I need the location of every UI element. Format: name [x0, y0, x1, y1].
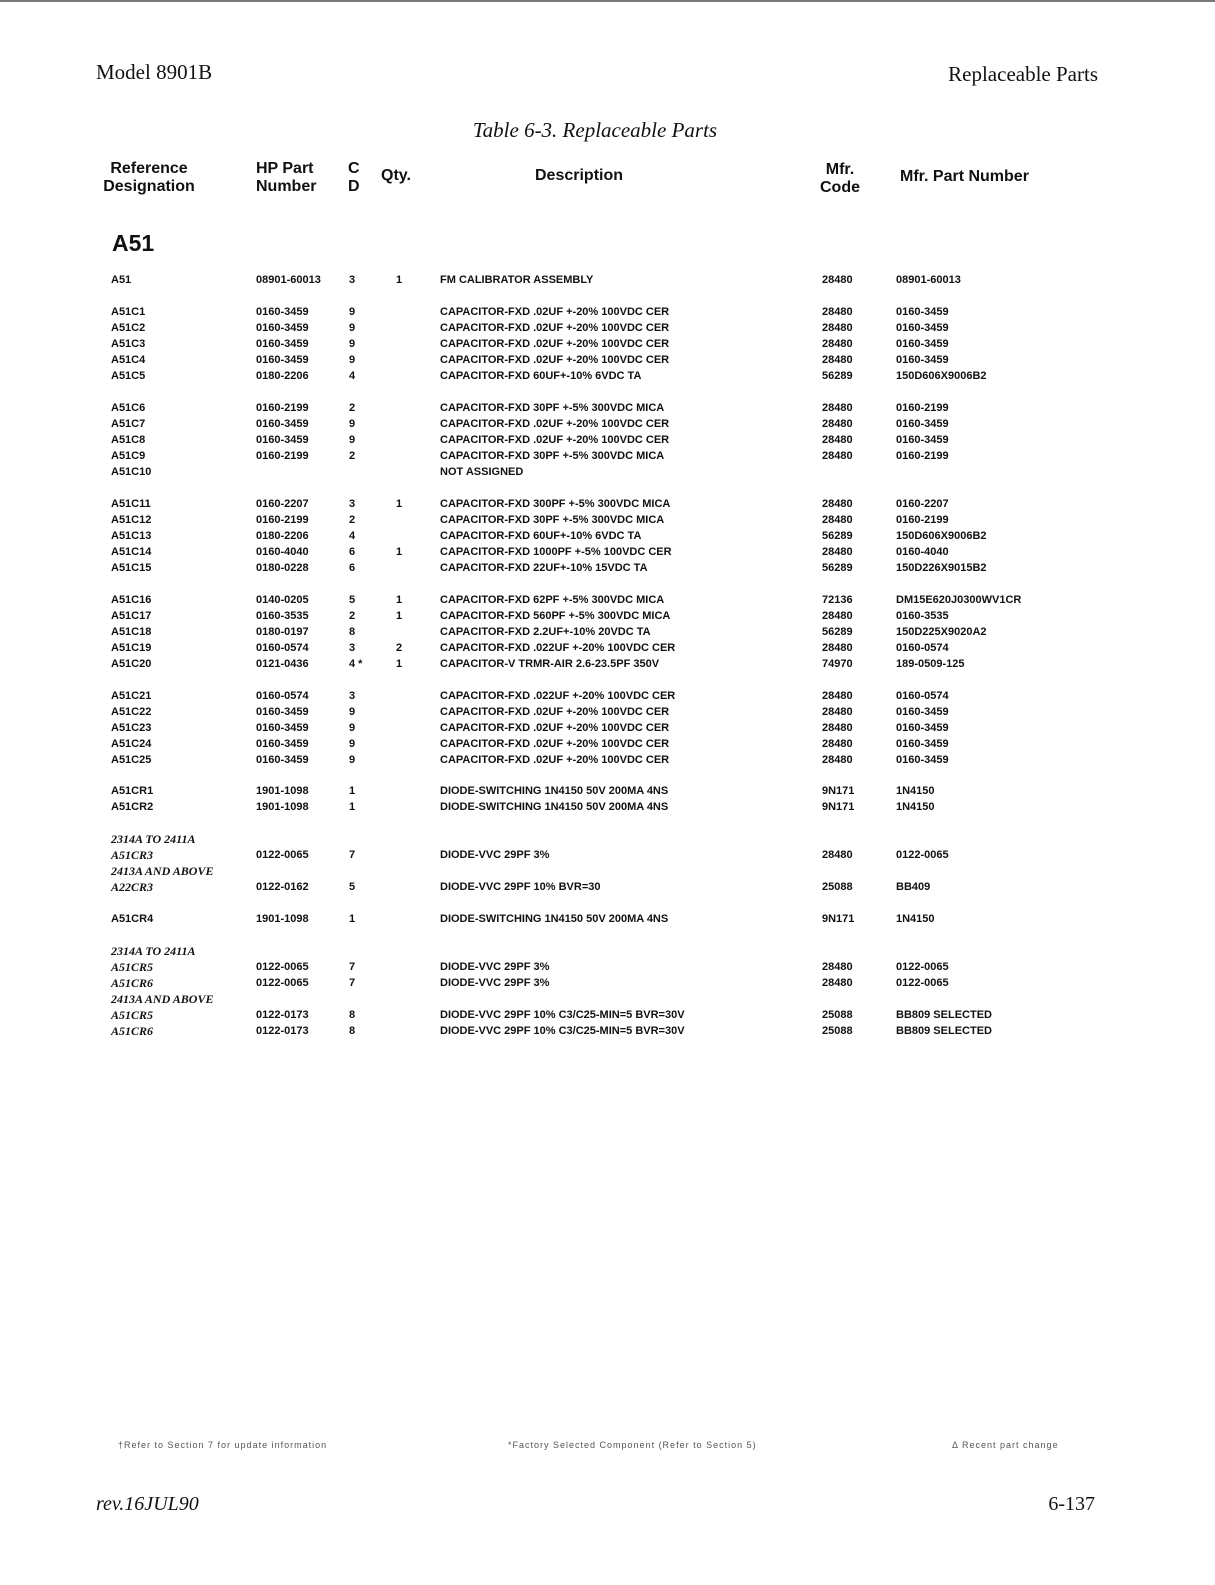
cell-mfr: 72136 — [822, 594, 853, 606]
cell-hp: 0180-0197 — [256, 626, 309, 638]
cell-hp: 0160-3459 — [256, 338, 309, 350]
cell-hp: 0160-3459 — [256, 738, 309, 750]
cell-mfr: 28480 — [822, 306, 853, 318]
cell-cd: 6 — [349, 546, 356, 558]
cell-hp: 0160-2199 — [256, 402, 309, 414]
cell-desc: CAPACITOR-FXD .022UF +-20% 100VDC CER — [440, 642, 676, 654]
table-row — [0, 720, 1215, 736]
table-row — [0, 336, 1215, 352]
cell-ref: A51C18 — [111, 626, 152, 638]
cell-cd: 3 — [349, 642, 356, 654]
cell-ref: A51C19 — [111, 642, 152, 654]
cell-cd: 9 — [349, 706, 356, 718]
cell-qty: 1 — [396, 546, 403, 558]
cell-ref: A51C8 — [111, 434, 146, 446]
cell-mpn: 0160-3459 — [896, 338, 949, 350]
cell-hp: 0160-0574 — [256, 642, 309, 654]
cell-mfr: 28480 — [822, 450, 853, 462]
cell-cd: 9 — [349, 722, 356, 734]
cell-desc: CAPACITOR-FXD 1000PF +-5% 100VDC CER — [440, 546, 672, 558]
cell-cd: 3 — [349, 690, 356, 702]
col-ref-line1: Reference — [110, 160, 188, 177]
cell-hp: 0160-3459 — [256, 306, 309, 318]
cell-hp: 0160-2199 — [256, 514, 309, 526]
cell-desc: CAPACITOR-FXD .02UF +-20% 100VDC CER — [440, 322, 670, 334]
cell-ref: A51C23 — [111, 722, 152, 734]
cell-ref: 2314A TO 2411A — [111, 832, 196, 846]
cell-cd: 5 — [349, 881, 356, 893]
cell-desc: NOT ASSIGNED — [440, 466, 524, 478]
cell-qty: 1 — [396, 610, 403, 622]
table-row — [0, 464, 1215, 480]
cell-mfr: 28480 — [822, 642, 853, 654]
table-row — [0, 704, 1215, 720]
cell-cd: 4 * — [349, 658, 363, 670]
cell-cd: 7 — [349, 977, 356, 989]
cell-cd: 9 — [349, 306, 356, 318]
cell-ref: A51C21 — [111, 690, 152, 702]
table-row — [0, 416, 1215, 432]
cell-mfr: 25088 — [822, 1009, 853, 1021]
serial-range-row — [0, 991, 1215, 1007]
top-rule — [0, 0, 1215, 2]
col-mfr-code — [820, 161, 860, 197]
cell-mfr: 28480 — [822, 418, 853, 430]
cell-cd: 9 — [349, 338, 356, 350]
table-row — [0, 624, 1215, 640]
table-row — [0, 752, 1215, 768]
cell-cd: 1 — [349, 913, 356, 925]
cell-hp: 0160-0574 — [256, 690, 309, 702]
table-row — [0, 272, 1215, 288]
cell-mpn: DM15E620J0300WV1CR — [896, 594, 1022, 606]
table-row — [0, 975, 1215, 991]
cell-mfr: 28480 — [822, 738, 853, 750]
cell-desc: DIODE-SWITCHING 1N4150 50V 200MA 4NS — [440, 913, 669, 925]
cell-mfr: 28480 — [822, 434, 853, 446]
cell-cd: 7 — [349, 961, 356, 973]
cell-cd: 9 — [349, 738, 356, 750]
cell-mfr: 28480 — [822, 514, 853, 526]
table-title: Table 6-3. Replaceable Parts — [472, 118, 718, 142]
cell-qty: 1 — [396, 274, 403, 286]
cell-mpn: 150D606X9006B2 — [896, 370, 987, 382]
serial-range-row — [0, 831, 1215, 847]
cell-ref: A51CR1 — [111, 785, 154, 797]
table-row — [0, 432, 1215, 448]
cell-desc: DIODE-VVC 29PF 10% BVR=30 — [440, 881, 601, 893]
cell-mpn: 0160-3459 — [896, 306, 949, 318]
cell-cd: 2 — [349, 610, 356, 622]
cell-desc: CAPACITOR-FXD 30PF +-5% 300VDC MICA — [440, 402, 665, 414]
cell-ref: A51C13 — [111, 530, 152, 542]
cell-mpn: 0160-2207 — [896, 498, 949, 510]
cell-mpn: 150D226X9015B2 — [896, 562, 987, 574]
cell-mfr: 28480 — [822, 706, 853, 718]
cell-mpn: 1N4150 — [896, 801, 935, 813]
table-row — [0, 783, 1215, 799]
cell-hp: 0122-0162 — [256, 881, 309, 893]
cell-mfr: 28480 — [822, 722, 853, 734]
cell-ref: A51C16 — [111, 594, 152, 606]
table-row — [0, 368, 1215, 384]
cell-ref: 2413A AND ABOVE — [111, 864, 214, 878]
cell-hp: 0160-3459 — [256, 322, 309, 334]
cell-mfr: 28480 — [822, 849, 853, 861]
cell-mfr: 28480 — [822, 322, 853, 334]
col-hp-line2: Number — [256, 178, 317, 195]
cell-hp: 0122-0173 — [256, 1009, 309, 1021]
cell-mfr: 28480 — [822, 402, 853, 414]
cell-hp: 0140-0205 — [256, 594, 309, 606]
table-row — [0, 879, 1215, 895]
table-row — [0, 911, 1215, 927]
table-row — [0, 959, 1215, 975]
cell-desc: DIODE-VVC 29PF 10% C3/C25-MIN=5 BVR=30V — [440, 1025, 685, 1037]
cell-cd: 4 — [349, 370, 356, 382]
cell-ref: A51C2 — [111, 322, 146, 334]
cell-desc: CAPACITOR-FXD .02UF +-20% 100VDC CER — [440, 722, 670, 734]
cell-mfr: 56289 — [822, 562, 853, 574]
cell-mfr: 9N171 — [822, 785, 855, 797]
cell-hp: 0122-0173 — [256, 1025, 309, 1037]
revision-label: rev.16JUL90 — [96, 1493, 199, 1515]
cell-mpn: 0160-3459 — [896, 722, 949, 734]
cell-desc: DIODE-VVC 29PF 3% — [440, 977, 550, 989]
cell-mfr: 28480 — [822, 546, 853, 558]
table-row — [0, 320, 1215, 336]
cell-hp: 0160-3535 — [256, 610, 309, 622]
col-reference-designation — [102, 160, 196, 196]
table-row — [0, 400, 1215, 416]
cell-desc: DIODE-SWITCHING 1N4150 50V 200MA 4NS — [440, 785, 669, 797]
cell-qty: 1 — [396, 498, 403, 510]
table-row — [0, 544, 1215, 560]
cell-mpn: 150D225X9020A2 — [896, 626, 987, 638]
cell-hp: 0180-2206 — [256, 530, 309, 542]
cell-ref: A51CR4 — [111, 913, 154, 925]
cell-hp: 0160-3459 — [256, 354, 309, 366]
cell-ref: A51C11 — [111, 498, 151, 510]
cell-ref: A51C7 — [111, 418, 146, 430]
cell-desc: CAPACITOR-FXD 300PF +-5% 300VDC MICA — [440, 498, 671, 510]
cell-mpn: 0122-0065 — [896, 977, 949, 989]
cell-cd: 7 — [349, 849, 356, 861]
cell-desc: DIODE-SWITCHING 1N4150 50V 200MA 4NS — [440, 801, 669, 813]
cell-ref: A51C15 — [111, 562, 152, 574]
cell-desc: CAPACITOR-FXD .02UF +-20% 100VDC CER — [440, 754, 670, 766]
section-header: Replaceable Parts — [948, 62, 1098, 86]
cell-mpn: 189-0509-125 — [896, 658, 965, 670]
table-row — [0, 560, 1215, 576]
cell-desc: CAPACITOR-FXD 560PF +-5% 300VDC MICA — [440, 610, 671, 622]
cell-mfr: 25088 — [822, 1025, 853, 1037]
cell-desc: CAPACITOR-FXD 22UF+-10% 15VDC TA — [440, 562, 648, 574]
cell-hp: 08901-60013 — [256, 274, 321, 286]
cell-ref: A51CR5 — [111, 960, 154, 974]
cell-ref: A51C14 — [111, 546, 152, 558]
cell-hp: 1901-1098 — [256, 913, 309, 925]
cell-qty: 1 — [396, 658, 403, 670]
cell-desc: CAPACITOR-FXD .02UF +-20% 100VDC CER — [440, 434, 670, 446]
cell-ref: A51C25 — [111, 754, 152, 766]
table-row — [0, 640, 1215, 656]
cell-mfr: 56289 — [822, 530, 853, 542]
section-label: A51 — [112, 230, 155, 256]
cell-mpn: 150D606X9006B2 — [896, 530, 987, 542]
cell-ref: A51 — [111, 274, 132, 286]
cell-desc: FM CALIBRATOR ASSEMBLY — [440, 274, 594, 286]
cell-ref: A51C22 — [111, 706, 152, 718]
table-row — [0, 304, 1215, 320]
table-row — [0, 592, 1215, 608]
cell-mpn: 0160-0574 — [896, 690, 949, 702]
cell-ref: A51CR2 — [111, 801, 154, 813]
cell-desc: CAPACITOR-FXD 30PF +-5% 300VDC MICA — [440, 450, 665, 462]
serial-range-row — [0, 943, 1215, 959]
model-header: Model 8901B — [96, 60, 213, 84]
cell-ref: A51C5 — [111, 370, 146, 382]
col-ref-line2: Designation — [103, 178, 195, 195]
cell-cd: 9 — [349, 322, 356, 334]
cell-mpn: 0160-4040 — [896, 546, 949, 558]
cell-ref: 2413A AND ABOVE — [111, 992, 214, 1006]
cell-ref: A51C1 — [111, 306, 146, 318]
cell-desc: CAPACITOR-FXD .02UF +-20% 100VDC CER — [440, 354, 670, 366]
cell-cd: 2 — [349, 450, 356, 462]
col-mfr-line1: Mfr. — [825, 161, 855, 178]
cell-mpn: 1N4150 — [896, 785, 935, 797]
cell-desc: CAPACITOR-FXD 30PF +-5% 300VDC MICA — [440, 514, 665, 526]
cell-mpn: 0160-3459 — [896, 354, 949, 366]
col-qty: Qty. — [381, 167, 411, 184]
cell-hp: 0160-4040 — [256, 546, 309, 558]
cell-mpn: 0160-3459 — [896, 322, 949, 334]
table-row — [0, 799, 1215, 815]
table-row — [0, 512, 1215, 528]
cell-cd: 8 — [349, 1009, 356, 1021]
cell-cd: 5 — [349, 594, 356, 606]
cell-cd: 1 — [349, 785, 356, 797]
cell-cd: 8 — [349, 1025, 356, 1037]
serial-range-row — [0, 863, 1215, 879]
cell-ref: A51C9 — [111, 450, 146, 462]
cell-mpn: 08901-60013 — [896, 274, 961, 286]
cell-hp: 1901-1098 — [256, 801, 309, 813]
cell-hp: 0160-3459 — [256, 434, 309, 446]
cell-cd: 2 — [349, 402, 356, 414]
cell-hp: 0180-0228 — [256, 562, 309, 574]
cell-mfr: 28480 — [822, 274, 853, 286]
cell-cd: 9 — [349, 418, 356, 430]
cell-desc: CAPACITOR-FXD .02UF +-20% 100VDC CER — [440, 306, 670, 318]
cell-mpn: 0160-3459 — [896, 738, 949, 750]
cell-ref: A51CR5 — [111, 1008, 154, 1022]
cell-desc: DIODE-VVC 29PF 3% — [440, 849, 550, 861]
cell-cd: 8 — [349, 626, 356, 638]
cell-ref: A22CR3 — [111, 880, 154, 894]
cell-mpn: BB409 — [896, 881, 931, 893]
cell-mfr: 28480 — [822, 610, 853, 622]
footnote-part-change: Δ Recent part change — [952, 1440, 1059, 1450]
cell-hp: 0122-0065 — [256, 849, 309, 861]
cell-hp: 0122-0065 — [256, 961, 309, 973]
cell-mfr: 28480 — [822, 498, 853, 510]
cell-mpn: 0160-3535 — [896, 610, 949, 622]
table-row — [0, 1023, 1215, 1039]
cell-ref: A51C4 — [111, 354, 146, 366]
cell-cd: 9 — [349, 354, 356, 366]
cell-mpn: 0160-3459 — [896, 754, 949, 766]
table-row — [0, 352, 1215, 368]
cell-desc: CAPACITOR-FXD .02UF +-20% 100VDC CER — [440, 418, 670, 430]
cell-desc: CAPACITOR-V TRMR-AIR 2.6-23.5PF 350V — [440, 658, 660, 670]
cell-cd: 3 — [349, 498, 356, 510]
col-description: Description — [535, 167, 624, 184]
table-row — [0, 847, 1215, 863]
cell-mfr: 9N171 — [822, 913, 855, 925]
cell-mpn: 0160-2199 — [896, 514, 949, 526]
col-hp-line1: HP Part — [256, 160, 314, 177]
cell-desc: CAPACITOR-FXD 60UF+-10% 6VDC TA — [440, 530, 642, 542]
table-row — [0, 528, 1215, 544]
cell-cd: 3 — [349, 274, 356, 286]
cell-mfr: 28480 — [822, 977, 853, 989]
cell-hp: 0180-2206 — [256, 370, 309, 382]
cell-mfr: 25088 — [822, 881, 853, 893]
cell-mpn: 0160-2199 — [896, 450, 949, 462]
table-row — [0, 608, 1215, 624]
cell-mfr: 28480 — [822, 961, 853, 973]
col-mfr-line2: Code — [820, 179, 860, 196]
footnote-update-info: †Refer to Section 7 for update information — [118, 1440, 328, 1450]
cell-ref: A51C17 — [111, 610, 152, 622]
cell-mfr: 74970 — [822, 658, 853, 670]
cell-mpn: 0122-0065 — [896, 849, 949, 861]
table-row — [0, 448, 1215, 464]
cell-hp: 1901-1098 — [256, 785, 309, 797]
cell-ref: A51C6 — [111, 402, 146, 414]
cell-qty: 2 — [396, 642, 403, 654]
cell-mpn: BB809 SELECTED — [896, 1025, 992, 1037]
cell-ref: A51C24 — [111, 738, 152, 750]
cell-desc: CAPACITOR-FXD .022UF +-20% 100VDC CER — [440, 690, 676, 702]
cell-cd: 9 — [349, 754, 356, 766]
cell-desc: CAPACITOR-FXD 60UF+-10% 6VDC TA — [440, 370, 642, 382]
cell-ref: A51C20 — [111, 658, 152, 670]
cell-hp: 0160-3459 — [256, 706, 309, 718]
cell-mpn: 0160-3459 — [896, 418, 949, 430]
col-cd-line2: D — [348, 178, 360, 195]
cell-mfr: 56289 — [822, 626, 853, 638]
cell-mfr: 56289 — [822, 370, 853, 382]
cell-desc: CAPACITOR-FXD .02UF +-20% 100VDC CER — [440, 706, 670, 718]
cell-mfr: 28480 — [822, 754, 853, 766]
cell-desc: DIODE-VVC 29PF 3% — [440, 961, 550, 973]
cell-mfr: 28480 — [822, 354, 853, 366]
cell-qty: 1 — [396, 594, 403, 606]
cell-mpn: 0160-2199 — [896, 402, 949, 414]
cell-desc: CAPACITOR-FXD .02UF +-20% 100VDC CER — [440, 338, 670, 350]
cell-hp: 0121-0436 — [256, 658, 309, 670]
table-row — [0, 736, 1215, 752]
cell-mpn: 1N4150 — [896, 913, 935, 925]
cell-ref: A51CR3 — [111, 848, 154, 862]
cell-ref: A51C10 — [111, 466, 152, 478]
cell-ref: A51C12 — [111, 514, 152, 526]
cell-ref: A51C3 — [111, 338, 146, 350]
cell-mpn: 0122-0065 — [896, 961, 949, 973]
cell-cd: 2 — [349, 514, 356, 526]
col-mfr-part-number: Mfr. Part Number — [900, 168, 1029, 185]
cell-mfr: 9N171 — [822, 801, 855, 813]
cell-cd: 9 — [349, 434, 356, 446]
cell-hp: 0160-3459 — [256, 418, 309, 430]
page-number: 6-137 — [1048, 1493, 1095, 1515]
cell-desc: CAPACITOR-FXD 2.2UF+-10% 20VDC TA — [440, 626, 651, 638]
cell-mpn: 0160-3459 — [896, 706, 949, 718]
cell-mpn: 0160-3459 — [896, 434, 949, 446]
cell-hp: 0160-3459 — [256, 722, 309, 734]
cell-ref: 2314A TO 2411A — [111, 944, 196, 958]
cell-hp: 0160-2199 — [256, 450, 309, 462]
table-row — [0, 688, 1215, 704]
cell-ref: A51CR6 — [111, 976, 154, 990]
table-row — [0, 656, 1215, 672]
cell-mfr: 28480 — [822, 690, 853, 702]
table-row — [0, 1007, 1215, 1023]
cell-desc: DIODE-VVC 29PF 10% C3/C25-MIN=5 BVR=30V — [440, 1009, 685, 1021]
col-cd — [348, 160, 360, 196]
footnote-factory-selected: *Factory Selected Component (Refer to Section 5) — [508, 1440, 757, 1450]
cell-hp: 0122-0065 — [256, 977, 309, 989]
col-hp-part-number — [256, 160, 316, 196]
cell-hp: 0160-3459 — [256, 754, 309, 766]
cell-mfr: 28480 — [822, 338, 853, 350]
cell-desc: CAPACITOR-FXD 62PF +-5% 300VDC MICA — [440, 594, 665, 606]
col-cd-line1: C — [348, 160, 360, 177]
cell-cd: 1 — [349, 801, 356, 813]
cell-cd: 4 — [349, 530, 356, 542]
table-row — [0, 496, 1215, 512]
cell-cd: 6 — [349, 562, 356, 574]
cell-ref: A51CR6 — [111, 1024, 154, 1038]
cell-mpn: BB809 SELECTED — [896, 1009, 992, 1021]
cell-hp: 0160-2207 — [256, 498, 309, 510]
cell-desc: CAPACITOR-FXD .02UF +-20% 100VDC CER — [440, 738, 670, 750]
cell-mpn: 0160-0574 — [896, 642, 949, 654]
